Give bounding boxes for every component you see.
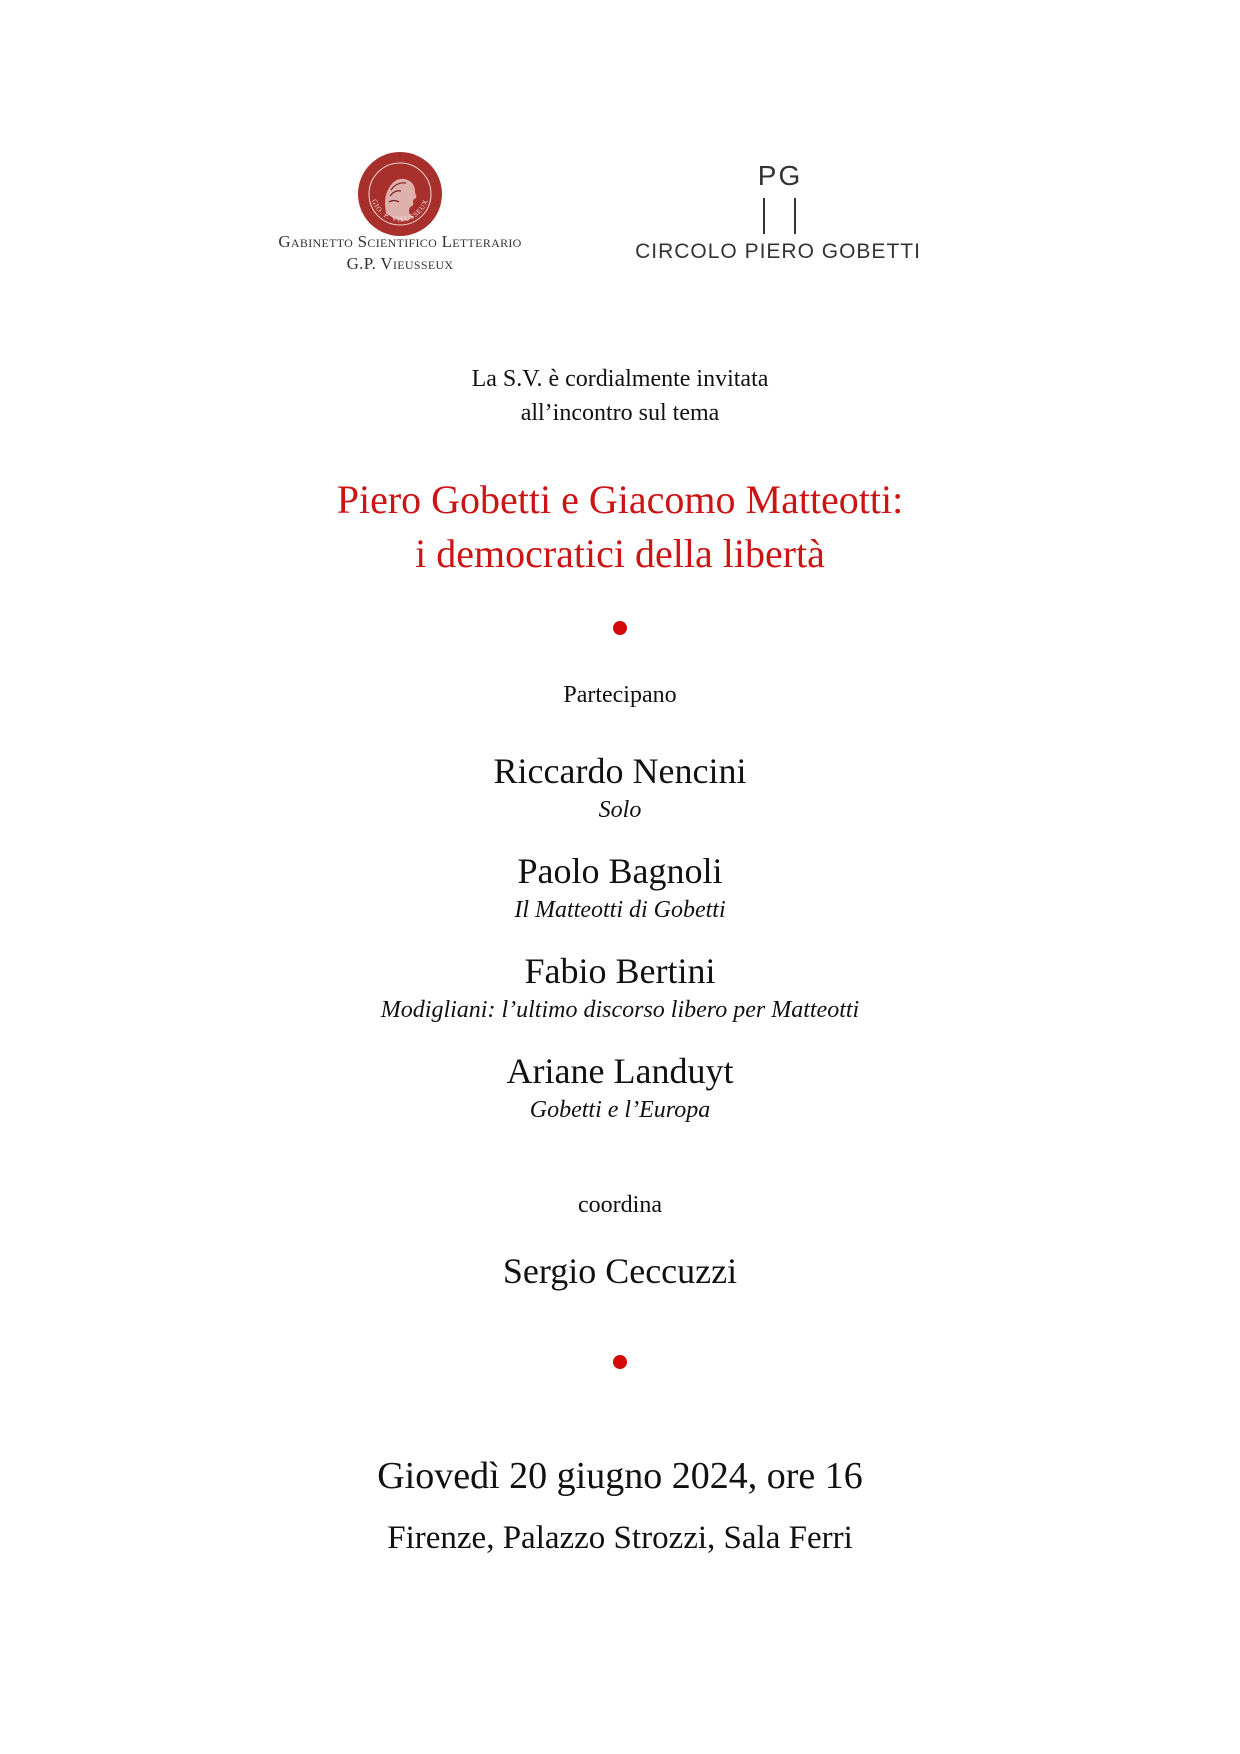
event-title-line-2: i democratici della libertà xyxy=(415,531,825,576)
speaker-name: Ariane Landuyt xyxy=(506,1051,734,1091)
speaker-name: Paolo Bagnoli xyxy=(517,851,723,891)
gobetti-logo-bar-left xyxy=(763,198,765,234)
coordinator-label: coordina xyxy=(578,1192,662,1218)
invitation-line-2: all’incontro sul tema xyxy=(520,400,720,426)
vieusseux-logo xyxy=(250,150,550,280)
speaker-talk: Solo xyxy=(598,797,642,823)
event-title-line-1: Piero Gobetti e Giacomo Matteotti: xyxy=(336,477,904,522)
event-date-time: Giovedì 20 giugno 2024, ore 16 xyxy=(377,1455,863,1497)
gobetti-logo xyxy=(618,160,938,270)
vieusseux-emblem-icon xyxy=(356,150,444,238)
invitation-line-1: La S.V. è cordialmente invitata xyxy=(471,366,769,392)
speaker-name: Riccardo Nencini xyxy=(493,751,747,791)
gobetti-monogram: PG xyxy=(757,160,803,191)
participants-label: Partecipano xyxy=(563,682,677,708)
vieusseux-name-line-1: Gabinetto Scientifico Letterario xyxy=(278,232,522,251)
red-dot-separator xyxy=(613,1355,627,1369)
event-location: Firenze, Palazzo Strozzi, Sala Ferri xyxy=(387,1520,853,1556)
speaker-talk: Gobetti e l’Europa xyxy=(529,1097,711,1123)
vieusseux-name-line-2: G.P. Vieusseux xyxy=(346,254,454,273)
gobetti-logo-name: CIRCOLO PIERO GOBETTI xyxy=(635,240,921,263)
speaker-talk: Modigliani: l’ultimo discorso libero per Matteotti xyxy=(380,997,860,1023)
coordinator-name: Sergio Ceccuzzi xyxy=(502,1251,738,1291)
gobetti-logo-bar-right xyxy=(794,198,796,234)
speaker-talk: Il Matteotti di Gobetti xyxy=(514,897,726,923)
emblem-legend: GIO. P. VIEUSSEUX xyxy=(370,198,430,224)
red-dot-separator xyxy=(613,621,627,635)
speaker-name: Fabio Bertini xyxy=(524,951,716,991)
